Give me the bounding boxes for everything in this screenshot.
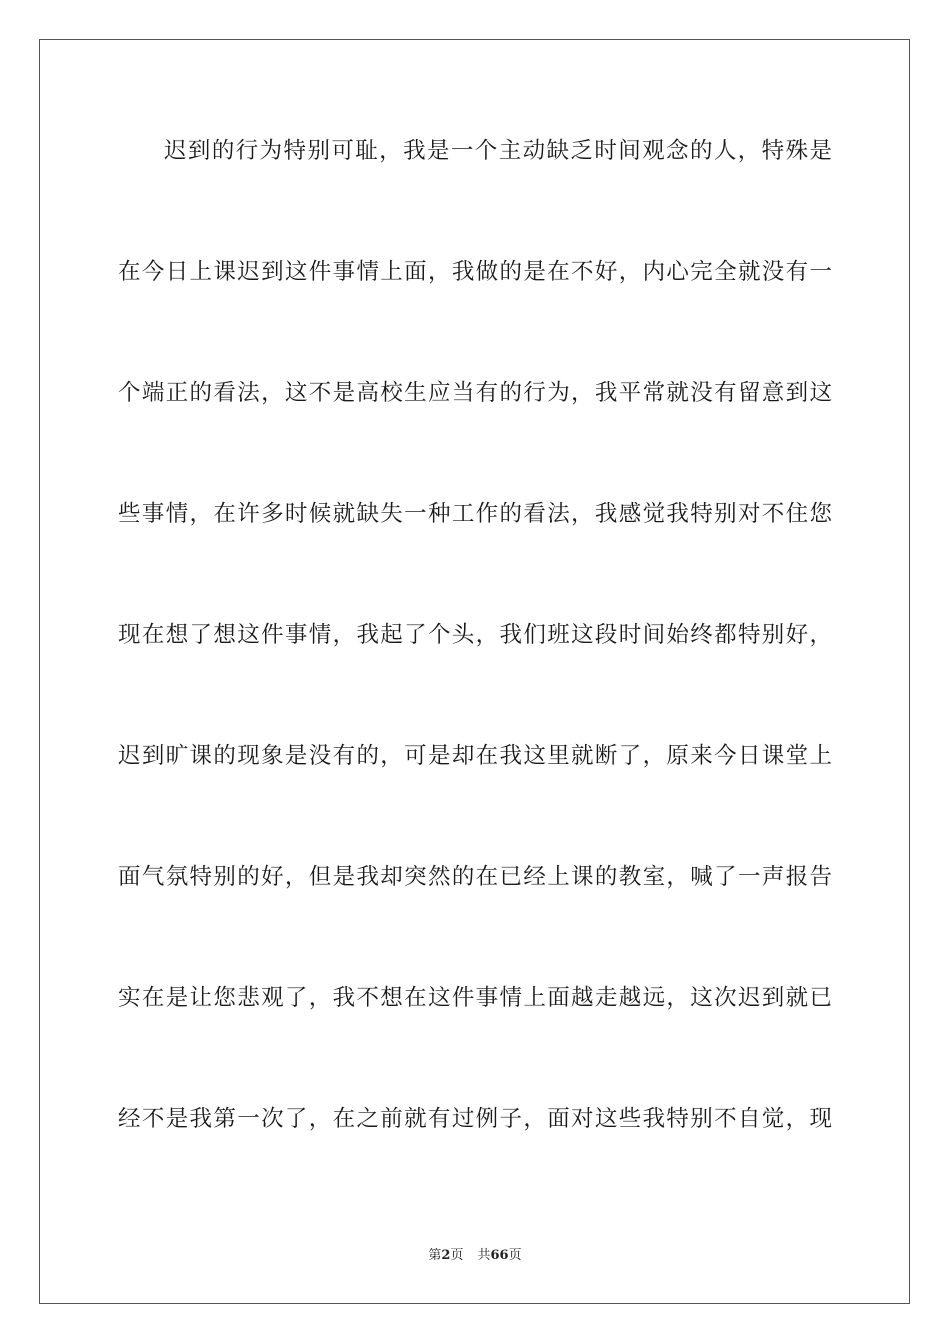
total-pages: 66 xyxy=(490,1248,509,1263)
paragraph-line: 迟到旷课的现象是没有的，可是却在我这里就断了，原来今日课堂上 xyxy=(118,743,832,769)
paragraph-line: 现在想了想这件事情，我起了个头，我们班这段时间始终都特别好， xyxy=(118,622,832,648)
page-number: 2 xyxy=(441,1248,451,1263)
page-prefix: 第 xyxy=(428,1248,442,1263)
page-suffix: 页 xyxy=(450,1248,464,1263)
paragraph-line: 迟到的行为特别可耻，我是一个主动缺乏时间观念的人，特殊是 xyxy=(164,138,832,164)
total-prefix: 共 xyxy=(477,1248,491,1263)
paragraph-line: 些事情，在许多时候就缺失一种工作的看法，我感觉我特别对不住您 xyxy=(118,501,832,527)
paragraph-line: 在今日上课迟到这件事情上面，我做的是在不好，内心完全就没有一 xyxy=(118,259,832,285)
page-footer xyxy=(0,1248,950,1264)
paragraph-line: 个端正的看法，这不是高校生应当有的行为，我平常就没有留意到这 xyxy=(118,380,832,406)
paragraph-line: 面气氛特别的好，但是我却突然的在已经上课的教室，喊了一声报告 xyxy=(118,864,832,890)
total-suffix: 页 xyxy=(508,1248,522,1263)
paragraph-line: 经不是我第一次了，在之前就有过例子，面对这些我特别不自觉，现 xyxy=(118,1106,832,1132)
paragraph-line: 实在是让您悲观了，我不想在这件事情上面越走越远，这次迟到就已 xyxy=(118,985,832,1011)
